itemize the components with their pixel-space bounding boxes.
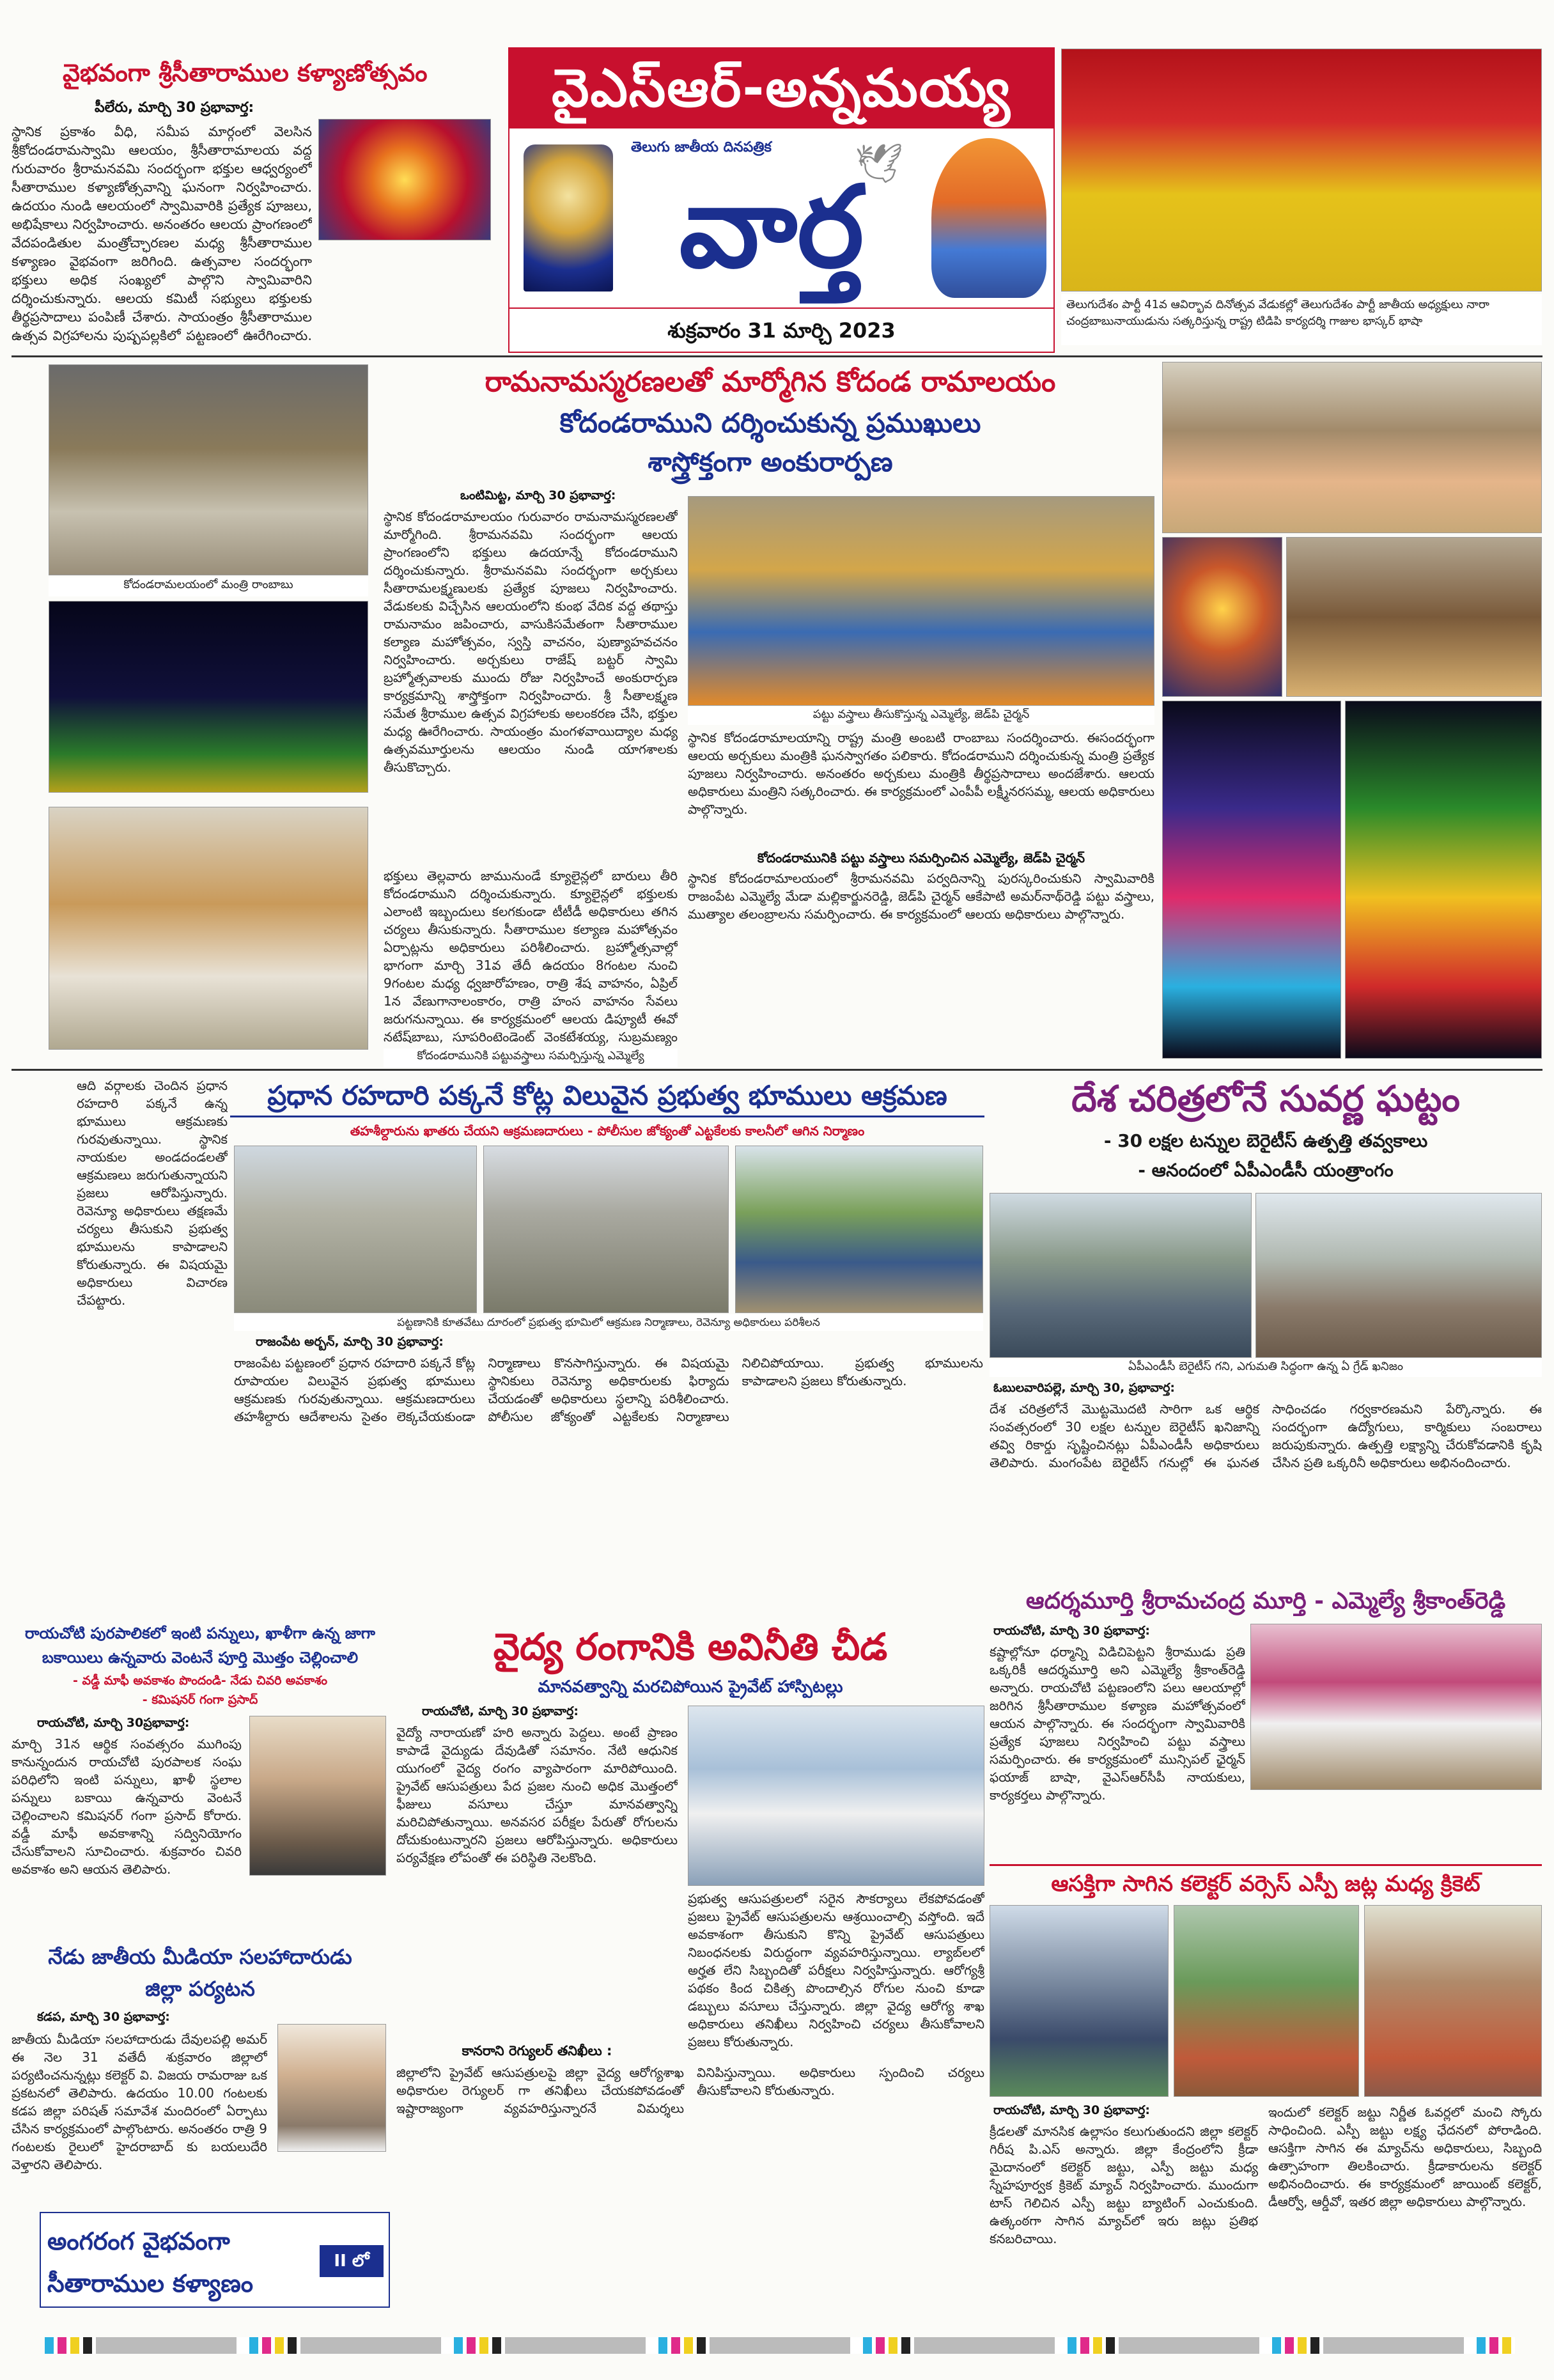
article-kalyanotsavam xyxy=(12,49,497,349)
srikanth-dateline: రాయచోటి, మార్చి 30 ప్రభావార్త: xyxy=(993,1624,1150,1638)
procession-photo xyxy=(49,807,368,1050)
barytes-mine-photo-2 xyxy=(1255,1193,1542,1358)
construction-photo-2 xyxy=(483,1146,729,1313)
divider xyxy=(12,1069,1542,1071)
cricket-photo-1 xyxy=(990,1905,1169,2097)
cricket-body-1: క్రీడలతో మానసిక ఉల్లాసం కలుగుతుందని జిల్లా కలెక్టర్ గిరీష పి.ఎస్ అన్నారు. జిల్లా కేంద్రంలోని క్రీడా మైదానంలో కలెక్టర్ జట్టు, ఎస్పీ జట్టు మధ్య స్నేహపూర్వక క్రికెట్ మ్యాచ్ నిర్వహించారు. ముందుగా టాస్ గెలిచిన ఎస్పీ జట్టు బ్యాటింగ్ ఎంచుకుంది. ఉత్కంఠగా సాగిన మ్యాచ్‌లో ఇరు జట్లు ప్రతిభ కనబరిచాయి. xyxy=(990,2124,1258,2246)
headline: వైభవంగా శ్రీసీతారాముల కళ్యాణోత్సవం xyxy=(63,59,428,87)
golden-headline: దేశ చరిత్రలోనే సువర్ణ ఘట్టం xyxy=(1071,1078,1460,1120)
rama-figure-icon xyxy=(931,138,1046,298)
medical-body-1: వైద్యో నారాయణో హరి అన్నారు పెద్దలు. అంటే ప్రాణం కాపాడే వైద్యుడు దేవుడితో సమానం. నేటి ఆధునిక యుగంలో వైద్య రంగం వ్యాపారంగా మారిపోయింది. ప్రైవేట్ ఆసుపత్రులు పేద ప్రజల నుంచి అధిక మొత్తంలో ఫీజులు వసూలు చేస్తూ మానవత్వాన్ని మరిచిపోతున్నాయి. అనవసర పరీక్షల పేరుతో రోగులను దోచుకుంటున్నారని ప్రజలు ఆరోపిస్తున్నారు. అధికారులు పర్యవేక్షణ లోపంతో ఈ పరిస్థితి నెలకొంది. xyxy=(396,1725,678,1865)
temple-lights-photo xyxy=(49,601,368,793)
kodanda-headline: రామనామస్మరణలతో మార్మోగిన కోదండ రామాలయం xyxy=(485,366,1056,398)
tax-box xyxy=(12,1621,389,1941)
dove-icon: 🕊 xyxy=(855,141,904,186)
medical-subsection: కానరాని రెగ్యులర్ తనిఖీలు : xyxy=(462,2043,612,2058)
deity-photo xyxy=(318,119,491,240)
tax-body: మార్చి 31న ఆర్థిక సంవత్సరం ముగింపు కానున్నందున రాయచోటి పురపాలక సంఘ పరిధిలోని ఇంటి పన్నులు, ఖాళీ స్థలాల పన్నులు బకాయి ఉన్నవారు వెంటనే చెల్లించాలని కమిషనర్ గంగా ప్రసాద్ కోరారు. వడ్డీ మాఫీ అవకాశాన్ని సద్వినియోగం చేసుకోవాలని సూచించారు. శుక్రవారం చివరి అవకాశం అని ఆయన తెలిపారు. xyxy=(12,1736,242,1877)
minister-temple-photo xyxy=(49,364,368,575)
srikanth-photo xyxy=(1250,1624,1542,1790)
land-subhead: తహశీల్దారును ఖాతరు చేయని ఆక్రమణదారులు - పోలీసుల జోక్యంతో ఎట్టకేలకు కాలనీలో ఆగిన నిర్మాణం xyxy=(350,1123,865,1139)
tax-headline: రాయచోటి పురపాలికలో ఇంటి పన్నులు, ఖాళీగా ఉన్న జాగా బకాయిలు ఉన్నవారు వెంటనే పూర్తి మొత్తం చెల్లించాలి xyxy=(25,1624,375,1667)
land-photo-caption: పట్టణానికి కూతవేటు దూరంలో ప్రభుత్వ భూమిలో ఆక్రమణ నిర్మాణాలు, రెవెన్యూ అధికారులు పరిశీలన xyxy=(234,1314,983,1331)
land-dateline: రాజంపేట అర్బన్, మార్చి 30 ప్రభావార్త: xyxy=(256,1335,444,1349)
article-body: స్థానిక ప్రకాశం వీధి, సమీప మార్గంలో వెలసిన శ్రీకోదండరామస్వామి ఆలయం, శ్రీసీతారామాలయ వద్ద గురువారం శ్రీరామనవమి సందర్భంగా భక్తుల ఆధ్వర్యంలో సీతారాముల కళ్యాణోత్సవాన్ని ఘనంగా నిర్వహించారు. ఉదయం నుండి ఆలయంలో స్వామివారికి ప్రత్యేక పూజలు, అభిషేకాలు నిర్వహించారు. అనంతరం ఆలయ ప్రాంగణంలో వేదపండితుల మంత్రోచ్ఛారణల మధ్య శ్రీసీతారాముల కళ్యాణం వైభవంగా జరిగింది. ఉత్సవాల సందర్భంగా భక్తులు అధిక సంఖ్యలో పాల్గొని స్వామివారిని దర్శించుకున్నారు. ఆలయ కమిటీ సభ్యులు భక్తులకు తీర్థప్రసాదాలు పంపిణీ చేశారు. సాయంత్రం శ్రీసీతారాముల ఉత్సవ విగ్రహాలను పుష్పపల్లకిలో పట్టణంలో ఊరేగించారు. xyxy=(12,124,312,343)
golden-subhead-2: - ఆనందంలో ఏపీఎండీసీ యంత్రాంగం xyxy=(1138,1160,1394,1181)
cricket-photo-3 xyxy=(1364,1905,1542,2097)
kodanda-subsection: కోదండరామునికి పట్టు వస్త్రాలు సమర్పించిన ఎమ్మెల్యే, జెడ్‌పి చైర్మన్ xyxy=(757,850,1085,866)
kodanda-body-2: భక్తులు తెల్లవారు జామునుండే క్యూలైన్లలో బారులు తీరి కోదండరాముని దర్శించుకున్నారు. క్యూలైన్లలో భక్తులకు ఎలాంటి ఇబ్బందులు కలగకుండా టీటీడీ అధికారులు తగిన చర్యలు తీసుకున్నారు. సీతారాముల కల్యాణ మహోత్సవం ఏర్పాట్లను అధికారులు పరిశీలించారు. బ్రహ్మోత్సవాల్లో భాగంగా మార్చి 31వ తేదీ ఉదయం 8గంటల నుంచి 9గంటల మధ్య ధ్వజారోహణం, రాత్రి శేష వాహనం, ఏప్రిల్ 1న వేణుగానాలంకారం, రాత్రి హంస వాహనం సేవలు జరుగనున్నాయి. ఈ కార్యక్రమంలో ఆలయ డిప్యూటీ ఈవో నటేష్‌బాబు, సూపరింటెండెంట్ వెంకటేశయ్య, సుబ్రమణ్యం xyxy=(384,868,678,1045)
golden-photo-caption: ఏపీఎండీసీ బెరైటీస్ గని, ఎగుమతి సిద్ధంగా ఉన్న ఏ గ్రేడ్ ఖనిజం xyxy=(990,1359,1542,1377)
masthead-paper-name: వార్త xyxy=(679,162,864,293)
kodanda-body-3: స్థానిక కోదండరామాలయాన్ని రాష్ట్ర మంత్రి అంబటి రాంబాబు సందర్శించారు. ఈసందర్భంగా ఆలయ అర్చకులు మంత్రికి ఘనస్వాగతం పలికారు. కోదండరాముని దర్శించుకున్న మంత్రి ప్రత్యేక పూజలు నిర్వహించారు. అనంతరం అర్చకులు మంత్రికి తీర్థప్రసాదాలు అందజేశారు. ఆలయ అధికారులు మంత్రిని సత్కరించారు. ఈ కార్యక్రమంలో ఎంపీపీ లక్ష్మీనరసమ్మ, ఆలయ అధికారులు పాల్గొన్నారు. xyxy=(688,730,1154,817)
medical-subhead: మానవత్వాన్ని మరచిపోయిన ప్రైవేట్ హాస్పిటల్లు xyxy=(538,1677,843,1697)
construction-photo-3 xyxy=(735,1146,983,1313)
masthead-title: వైఎస్ఆర్-అన్నమయ్య xyxy=(509,49,1053,128)
tax-dateline: రాయచోటి, మార్చి 30ప్రభావార్త: xyxy=(37,1716,190,1730)
golden-subhead-1: - 30 లక్షల టన్నుల బెరైటీస్ ఉత్పత్తి తవ్వకాలు xyxy=(1103,1130,1428,1151)
medical-body-2: ప్రభుత్వ ఆసుపత్రులలో సరైన సౌకర్యాలు లేకపోవడంతో ప్రజలు ప్రైవేట్ ఆసుపత్రులను ఆశ్రయించాల్సి వస్తోంది. ఇదే అవకాశంగా తీసుకుని కొన్ని ప్రైవేట్ ఆసుపత్రులు నిబంధనలకు విరుద్ధంగా వ్యవహరిస్తున్నాయి. ల్యాబ్‌లలో అర్హత లేని సిబ్బందితో పరీక్షలు నిర్వహిస్తున్నారు. ఆరోగ్యశ్రీ పథకం కింద చికిత్స పొందాల్సిన రోగుల నుంచి కూడా డబ్బులు వసూలు చేస్తున్నారు. జిల్లా వైద్య ఆరోగ్య శాఖ అధికారులు తనిఖీలు నిర్వహించి చర్యలు తీసుకోవాలని ప్రజలు కోరుతున్నారు. xyxy=(688,1891,984,2049)
media-headline-1: నేడు జాతీయ మీడియా సలహాదారుడు xyxy=(48,1945,352,1969)
homa-photo xyxy=(1286,537,1542,697)
cricket-body-2: ఇందులో కలెక్టర్ జట్టు నిర్ణీత ఓవర్లలో మంచి స్కోరు సాధించింది. ఎస్పీ జట్టు లక్ష్య ఛేదనలో పోరాడింది. ఆసక్తిగా సాగిన ఈ మ్యాచ్‌ను అధికారులు, సిబ్బంది ఉత్సాహంగా తిలకించారు. క్రీడాకారులను కలెక్టర్ అభినందించారు. ఈ కార్యక్రమంలో జాయింట్ కలెక్టర్, డీఆర్వో, ఆర్డీవో, ఇతర జిల్లా అధికారులు పాల్గొన్నారు. xyxy=(1268,2104,1542,2209)
srikanth-body-cont xyxy=(1250,1794,1542,1860)
golden-dateline: ఓబులవారిపల్లె, మార్చి 30, ప్రభావార్త: xyxy=(993,1381,1175,1395)
media-advisor-photo xyxy=(277,2024,386,2152)
kodanda-subhead-2: శాస్త్రోక్తంగా అంకురార్పణ xyxy=(648,446,893,478)
srikanth-body: కష్టాల్లోనూ ధర్మాన్ని విడిచిపెట్టని శ్రీరాముడు ప్రతి ఒక్కరికీ ఆదర్శమూర్తి అని ఎమ్మెల్యే శ్రీకాంత్‌రెడ్డి అన్నారు. రాయచోటి పట్టణంలోని పలు ఆలయాల్లో జరిగిన శ్రీసీతారాముల కళ్యాణ మహోత్సవంలో ఆయన పాల్గొన్నారు. ఈ సందర్భంగా స్వామివారికి ప్రత్యేక పూజలు నిర్వహించి పట్టు వస్త్రాలు సమర్పించారు. ఈ కార్యక్రమంలో మున్సిపల్ ఛైర్మన్ ఫయాజ్ బాషా, వైఎస్‌ఆర్‌సీపీ నాయకులు, కార్యకర్తలు పాల్గొన్నారు. xyxy=(990,1644,1245,1803)
lab-technician-photo xyxy=(688,1706,984,1886)
golden-body: దేశ చరిత్రలోనే మొట్టమొదటి సారిగా ఒక ఆర్థిక సంవత్సరంలో 30 లక్షల టన్నుల బెరైటీస్ ఖనిజాన్ని తవ్వి రికార్డు సృష్టించినట్లు ఏపీఎండీసీ అధికారులు తెలిపారు. మంగంపేట బెరైటీస్ గనుల్లో ఈ ఘనత సాధించడం గర్వకారణమని పేర్కొన్నారు. ఈ సందర్భంగా ఉద్యోగులు, కార్మికులు సంబరాలు జరుపుకున్నారు. ఉత్పత్తి లక్ష్యాన్ని చేరుకోవడానికి కృషి చేసిన ప్రతి ఒక్కరినీ అధికారులు అభినందించారు. xyxy=(990,1401,1542,1470)
media-body: జాతీయ మీడియా సలహాదారుడు దేవులపల్లి అమర్ ఈ నెల 31 వతేదీ శుక్రవారం జిల్లాలో పర్యటించనున్నట్లు కలెక్టర్ వి. విజయ రామరాజు ఒక ప్రకటనలో తెలిపారు. ఉదయం 10.00 గంటలకు కడప జిల్లా పరిషత్ సమావేశ మందిరంలో ఏర్పాటు చేసిన కార్యక్రమంలో పాల్గొంటారు. అనంతరం రాత్రి 9 గంటలకు రైలులో హైదరాబాద్ కు బయలుదేరి వెళ్తారని తెలిపారు. xyxy=(12,2032,267,2172)
commissioner-photo xyxy=(249,1716,386,1876)
media-headline-2: జిల్లా పర్యటన xyxy=(145,1977,255,2001)
photo-caption-silk: పట్టు వస్త్రాలు తీసుకొస్తున్న ఎమ్మెల్యే, జెడ్‌పి చైర్మన్ xyxy=(688,707,1154,725)
kodanda-subhead-1: కోదండరాముని దర్శించుకున్న ప్రముఖులు xyxy=(559,407,981,439)
lighting-display-right-photo xyxy=(1345,701,1542,1059)
kodanda-body-4: స్థానిక కోదండరామాలయంలో శ్రీరామనవమి పర్వదినాన్ని పురస్కరించుకుని స్వామివారికి రాజంపేట ఎమ్మెల్యే మేడా మల్లికార్జునరెడ్డి, జెడ్‌పి చైర్మన్ ఆకేపాటి అమర్‌నాథ్‌రెడ్డి పట్టు వస్త్రాలు, ముత్యాల తలంబ్రాలను సమర్పించారు. ఈ కార్యక్రమంలో ఆలయ అధికారులు పాల్గొన్నారు. xyxy=(688,871,1154,922)
cricket-headline: ఆసక్తిగా సాగిన కలెక్టర్ వర్సెస్ ఎస్పీ జట్ల మధ్య క్రికెట్ xyxy=(990,1864,1542,1900)
idol-photo xyxy=(1162,537,1282,697)
kalyanam-promo-box[interactable] xyxy=(40,2212,390,2308)
page-ref-badge[interactable]: II లో xyxy=(320,2245,384,2277)
promo-headline-1: అంగరంగ వైభవంగా xyxy=(47,2227,230,2255)
barytes-mine-photo-1 xyxy=(990,1193,1252,1358)
land-headline: ప్రధాన రహదారి పక్కనే కోట్ల విలువైన ప్రభుత్వ భూములు ఆక్రమణ xyxy=(230,1074,984,1117)
cricket-dateline: రాయచోటి, మార్చి 30 ప్రభావార్త: xyxy=(993,2103,1150,2117)
medical-headline: వైద్య రంగానికి అవినీతి చీడ xyxy=(493,1625,888,1668)
construction-photo-1 xyxy=(234,1146,477,1313)
kodanda-dateline: ఒంటిమిట్ట, మార్చి 30 ప్రభావార్త: xyxy=(460,488,616,502)
venkateswara-idol-icon xyxy=(524,144,613,292)
cricket-photo-2 xyxy=(1174,1905,1359,2097)
masthead-date: శుక్రవారం 31 మార్చి 2023 xyxy=(509,307,1053,352)
kodanda-body-1: స్థానిక కోదండరామాలయం గురువారం రామనామస్మరణలతో మార్మోగింది. శ్రీరామనవమి సందర్భంగా ఆలయ ప్రాంగణంలోని భక్తులు ఉదయాన్నే కోదండరాముని దర్శించుకున్నారు. శ్రీరామనవమి సందర్భంగా అర్చకులు సీతారామలక్ష్మణులకు ప్రత్యేక పూజలు నిర్వహించారు. వేడుకలకు విచ్చేసిన ఆలయంలోని కుంభ వేదిక వద్ద తథాస్తు రామనామం జపించారు, వాసుకిసమేతంగా సీతారాముల కల్యాణ మహోత్సవం, స్వస్తి వాచనం, పుణ్యాహవచనం నిర్వహించారు. అర్చకులు రాజేష్ బట్టర్ స్వామి బ్రహ్మోత్సవాలకు ముందు రోజు నిర్వహించే అంకురార్పణ కార్యక్రమాన్ని శాస్త్రోక్తంగా నిర్వహించారు. శ్రీ సీతాలక్ష్మణ సమేత శ్రీరాముల ఉత్సవ విగ్రహాలకు అలంకరణ చేసి, భక్తుల మధ్య ఊరేగించారు. సాయంత్రం మంగళవాయిద్యాల మధ్య ఉత్సవమూర్తులను ఆలయం నుండి యాగశాలకు తీసుకొచ్చారు. xyxy=(384,509,678,775)
land-body: రాజంపేట పట్టణంలో ప్రధాన రహదారి పక్కనే కోట్ల రూపాయల విలువైన ప్రభుత్వ భూములు ఆక్రమణకు గురవుతున్నాయి. ఆక్రమణదారులు తహశీల్దారు ఆదేశాలను సైతం లెక్కచేయకుండా నిర్మాణాలు కొనసాగిస్తున్నారు. ఈ విషయమై స్థానికులు రెవెన్యూ అధికారులకు ఫిర్యాదు చేయడంతో అధికారులు స్థలాన్ని పరిశీలించారు. పోలీసుల జోక్యంతో ఎట్టకేలకు నిర్మాణాలు నిలిచిపోయాయి. ప్రభుత్వ భూములను కాపాడాలని ప్రజలు కోరుతున్నారు. xyxy=(234,1355,983,1424)
silk-clothes-photo xyxy=(688,496,1154,706)
medical-body-3: జిల్లాలోని ప్రైవేట్ ఆసుపత్రులపై జిల్లా వైద్య ఆరోగ్యశాఖ అధికారుల రెగ్యులర్ గా తనిఖీలు చేయకపోవడంతో ఇష్టారాజ్యంగా వ్యవహరిస్తున్నారనే విమర్శలు వినిపిస్తున్నాయి. అధికారులు స్పందించి చర్యలు తీసుకోవాలని కోరుతున్నారు. xyxy=(396,2065,984,2116)
print-registration-bar xyxy=(45,2337,1515,2354)
srikanth-headline: ఆదర్శమూర్తి శ్రీరామచంద్ర మూర్తి - ఎమ్మెల్యే శ్రీకాంత్‌రెడ్డి xyxy=(1025,1588,1506,1614)
media-dateline: కడప, మార్చి 30 ప్రభావార్త: xyxy=(37,2010,170,2024)
tax-subhead-1: - వడ్డీ మాఫీ అవకాశం పొందండి- నేడు చివరి అవకాశం xyxy=(72,1674,328,1688)
masthead xyxy=(508,47,1055,353)
photo-caption-procession: కోదండరామునికి పట్టువస్త్రాలు సమర్పిస్తున్న ఎమ్మెల్యే xyxy=(384,1048,678,1068)
mla-pooja-photo xyxy=(1162,362,1542,533)
tax-subhead-2: - కమిషనర్ గంగా ప్రసాద్ xyxy=(142,1693,258,1707)
dateline: పీలేరు, మార్చి 30 ప్రభావార్త: xyxy=(95,100,254,116)
lighting-display-left-photo xyxy=(1162,701,1341,1059)
masthead-subtitle: తెలుగు జాతీయ దినపత్రిక xyxy=(631,139,772,155)
divider xyxy=(12,355,1542,357)
tdp-photo-caption: తెలుగుదేశం పార్టీ 41వ ఆవిర్భావ దినోత్సవ వేడుకల్లో తెలుగుదేశం పార్టీ జాతీయ అధ్యక్షులు నారా చంద్రబాబునాయుడును సత్కరిస్తున్న రాష్ట్ర టిడిపి కార్యదర్శి గాజుల భాస్కర్ భాషా xyxy=(1061,294,1542,345)
photo-caption-minister: కోదండరామలయంలో మంత్రి రాంబాబు xyxy=(49,577,368,596)
promo-headline-2: సీతారాముల కళ్యాణం xyxy=(47,2269,253,2298)
medical-dateline: రాయచోటి, మార్చి 30 ప్రభావార్త: xyxy=(422,1704,579,1718)
media-box xyxy=(12,1941,389,2203)
land-side-body: ఆది వర్గాలకు చెందిన ప్రధాన రహదారి పక్కనే ఉన్న భూములు ఆక్రమణకు గురవుతున్నాయి. స్థానిక నాయకుల అండదండలతో ఆక్రమణలు జరుగుతున్నాయని ప్రజలు ఆరోపిస్తున్నారు. రెవెన్యూ అధికారులు తక్షణమే చర్యలు తీసుకుని ప్రభుత్వ భూములను కాపాడాలని కోరుతున్నారు. ఈ విషయమై అధికారులు విచారణ చేపట్టారు. xyxy=(77,1078,228,1308)
tdp-celebration-photo xyxy=(1061,49,1542,292)
